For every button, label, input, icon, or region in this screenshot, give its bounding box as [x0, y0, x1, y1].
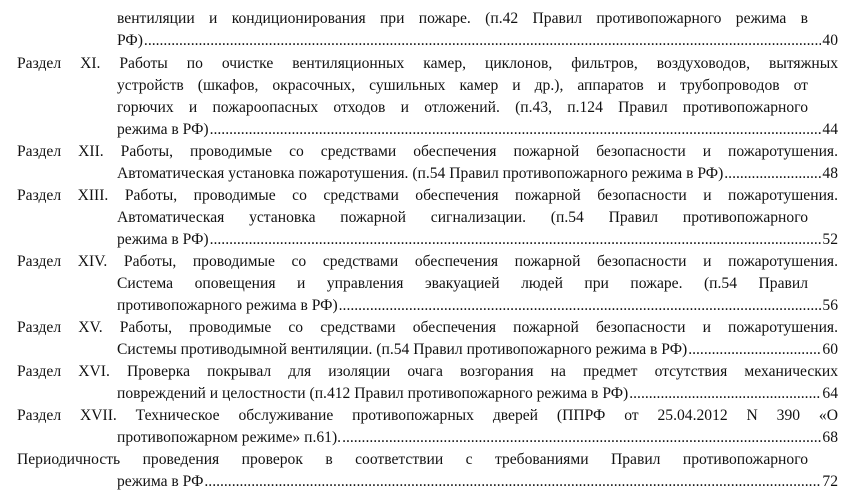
toc-entry-last-line	[117, 471, 838, 493]
toc-entry-last-line	[117, 163, 838, 185]
toc-entry-text-line: Раздел XVI. Проверка покрывал для изоляции очага возгорания на предмет отсутствия механических	[17, 363, 838, 380]
toc-entry-text-line: Раздел XV. Работы, проводимые со средствами обеспечения пожарной безопасности и пожаротушения.	[17, 319, 838, 336]
toc-entry-text-line: Автоматическая установка пожарной сигнализации. (п.54 Правил противопожарного	[117, 209, 808, 226]
toc-page-number: 48	[822, 165, 838, 182]
toc-page-number: 40	[822, 32, 838, 49]
leader-dots	[342, 427, 821, 449]
toc-entry-text-line: Раздел XVII. Техническое обслуживание противопожарных дверей (ППРФ от 25.04.2012 N 390 «О	[17, 407, 838, 424]
toc-entry-text-line: повреждений и целостности (п.412 Правил противопожарного режима в РФ)	[117, 385, 629, 402]
toc-entry-text-line: вентиляции и кондиционирования при пожаре. (п.42 Правил противопожарного режима в	[117, 10, 808, 27]
leader-dots	[629, 383, 821, 405]
toc-entry-text-line: Периодичность проведения проверок в соответствии с требованиями Правил противопожарного	[17, 451, 808, 468]
leader-dots	[210, 229, 822, 251]
toc-page-number: 52	[822, 231, 838, 248]
leader-dots	[724, 163, 821, 185]
toc-entry-last-line	[117, 295, 838, 317]
toc-page-number: 64	[822, 385, 838, 402]
toc-entry-last-line	[117, 383, 838, 405]
toc-page-number: 72	[822, 473, 838, 490]
toc-entry-text-line: Раздел XII. Работы, проводимые со средствами обеспечения пожарной безопасности и пожаротушения.	[17, 143, 838, 160]
toc-entry-last-line	[117, 427, 838, 449]
leader-dots	[144, 30, 821, 52]
toc-page-number: 60	[822, 341, 838, 358]
toc-page-number: 56	[822, 297, 838, 314]
toc-entry-text-line: горючих и пожароопасных отходов и отложений. (п.43, п.124 Правил противопожарного	[117, 99, 808, 116]
toc-entry-text-line: Система оповещения и управления эвакуацией людей при пожаре. (п.54 Правил	[117, 275, 808, 292]
toc-entry-text-line: Системы противодымной вентиляции. (п.54 Правил противопожарного режима в РФ)	[117, 341, 688, 358]
leader-dots	[210, 119, 822, 141]
toc-entry-text-line: противопожарном режиме» п.61).	[117, 429, 342, 446]
toc-entry-text-line: Раздел XI. Работы по очистке вентиляционных камер, циклонов, фильтров, воздуховодов, вытяжных	[17, 55, 838, 72]
toc-entry-text-line: режима в РФ)	[117, 121, 209, 138]
leader-dots	[204, 471, 821, 493]
leader-dots	[688, 339, 821, 361]
toc-entry-text-line: устройств (шкафов, окрасочных, сушильных камер и др.), аппаратов и трубопроводов от	[117, 77, 808, 94]
toc-entry-text-line: Автоматическая установка пожаротушения. (п.54 Правил противопожарного режима в РФ)	[117, 165, 724, 182]
toc-entry-text-line: режима в РФ)	[117, 231, 209, 248]
toc-entry-last-line	[117, 229, 838, 251]
leader-dots	[339, 295, 822, 317]
toc-entry-last-line	[117, 339, 838, 361]
toc-entry-text-line: Раздел XIV. Работы, проводимые со средствами обеспечения пожарной безопасности и пожаротушения.	[17, 253, 838, 270]
toc-entry-text-line: противопожарного режима в РФ)	[117, 297, 338, 314]
toc-entry-text-line: Раздел XIII. Работы, проводимые со средствами обеспечения пожарной безопасности и пожаротушения.	[17, 187, 838, 204]
toc-entry-text-line: РФ)	[117, 32, 143, 49]
toc-entry-text-line: режима в РФ	[117, 473, 204, 490]
toc-page-number: 68	[822, 429, 838, 446]
toc-entry-last-line	[117, 30, 838, 52]
toc-entry-last-line	[117, 119, 838, 141]
toc-page-number: 44	[822, 121, 838, 138]
